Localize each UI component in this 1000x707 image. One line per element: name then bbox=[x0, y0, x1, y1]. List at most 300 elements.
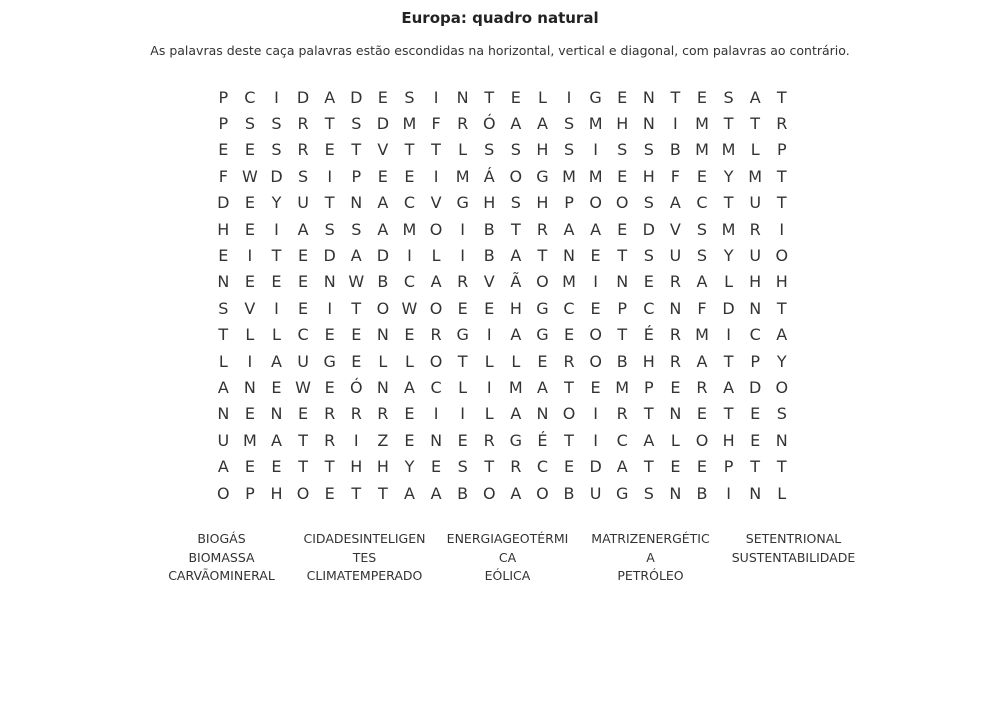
grid-letter[interactable]: I bbox=[247, 351, 253, 371]
grid-letter[interactable]: I bbox=[486, 325, 492, 345]
grid-letter[interactable]: P bbox=[776, 140, 787, 160]
grid-letter[interactable]: A bbox=[324, 87, 336, 107]
grid-letter[interactable]: O bbox=[482, 483, 496, 503]
grid-letter[interactable]: S bbox=[244, 114, 255, 134]
grid-letter[interactable]: L bbox=[511, 351, 521, 371]
grid-letter[interactable]: A bbox=[616, 457, 628, 477]
grid-letter[interactable]: L bbox=[218, 351, 228, 371]
grid-letter[interactable]: O bbox=[562, 404, 576, 424]
grid-letter[interactable]: A bbox=[510, 404, 522, 424]
grid-letter[interactable]: I bbox=[433, 87, 439, 107]
grid-letter[interactable]: M bbox=[402, 219, 417, 239]
grid-letter[interactable]: O bbox=[429, 351, 443, 371]
grid-letter[interactable]: I bbox=[247, 246, 253, 266]
grid-letter[interactable]: P bbox=[750, 351, 760, 371]
grid-letter[interactable]: E bbox=[244, 272, 255, 292]
grid-letter[interactable]: M bbox=[721, 140, 736, 160]
grid-letter[interactable]: S bbox=[643, 246, 654, 266]
grid-letter[interactable]: T bbox=[723, 351, 734, 371]
grid-letter[interactable]: W bbox=[401, 298, 418, 318]
grid-letter[interactable]: A bbox=[776, 325, 788, 345]
grid-letter[interactable]: G bbox=[509, 430, 523, 450]
grid-letter[interactable]: I bbox=[327, 166, 333, 186]
grid-letter[interactable]: T bbox=[564, 430, 574, 450]
grid-letter[interactable]: I bbox=[593, 272, 598, 292]
grid-letter[interactable]: E bbox=[617, 87, 628, 107]
grid-letter[interactable]: C bbox=[616, 430, 628, 450]
grid-letter[interactable]: W bbox=[295, 377, 311, 397]
grid-letter[interactable]: S bbox=[643, 140, 654, 160]
grid-letter[interactable]: S bbox=[696, 246, 708, 266]
grid-letter[interactable]: C bbox=[696, 193, 708, 213]
grid-letter[interactable]: T bbox=[324, 114, 335, 134]
grid-letter[interactable]: E bbox=[563, 325, 575, 345]
grid-letter[interactable]: L bbox=[777, 483, 787, 503]
grid-letter[interactable]: P bbox=[643, 377, 654, 397]
grid-letter[interactable]: S bbox=[723, 87, 734, 107]
grid-letter[interactable]: R bbox=[430, 325, 442, 345]
grid-letter[interactable]: C bbox=[643, 298, 655, 318]
grid-letter[interactable]: A bbox=[696, 272, 708, 292]
grid-letter[interactable]: T bbox=[351, 483, 362, 503]
grid-letter[interactable]: S bbox=[457, 457, 468, 477]
grid-letter[interactable]: M bbox=[402, 114, 417, 134]
grid-letter[interactable]: A bbox=[749, 87, 761, 107]
grid-letter[interactable]: O bbox=[589, 325, 602, 345]
grid-letter[interactable]: N bbox=[217, 272, 230, 292]
grid-letter[interactable]: T bbox=[271, 246, 282, 266]
grid-letter[interactable]: F bbox=[670, 166, 680, 186]
grid-letter[interactable]: N bbox=[323, 272, 336, 292]
grid-letter[interactable]: L bbox=[484, 404, 494, 424]
grid-letter[interactable]: E bbox=[377, 166, 388, 186]
grid-letter[interactable]: O bbox=[589, 351, 602, 371]
grid-letter[interactable]: E bbox=[324, 377, 335, 397]
grid-letter[interactable]: C bbox=[749, 325, 761, 345]
grid-letter[interactable]: P bbox=[218, 114, 229, 134]
grid-letter[interactable]: R bbox=[324, 430, 336, 450]
grid-letter[interactable]: O bbox=[217, 483, 230, 503]
grid-letter[interactable]: H bbox=[350, 457, 363, 477]
grid-letter[interactable]: M bbox=[508, 377, 523, 397]
grid-letter[interactable]: T bbox=[776, 457, 787, 477]
grid-letter[interactable]: E bbox=[750, 430, 761, 450]
grid-letter[interactable]: Y bbox=[404, 457, 415, 477]
grid-letter[interactable]: O bbox=[775, 377, 789, 397]
grid-letter[interactable]: N bbox=[669, 298, 682, 318]
grid-letter[interactable]: A bbox=[669, 193, 681, 213]
grid-letter[interactable]: M bbox=[242, 430, 257, 450]
grid-letter[interactable]: I bbox=[274, 219, 279, 239]
grid-letter[interactable]: I bbox=[353, 430, 359, 450]
grid-letter[interactable]: T bbox=[750, 457, 761, 477]
grid-letter[interactable]: C bbox=[536, 457, 548, 477]
grid-letter[interactable]: Á bbox=[483, 166, 495, 186]
grid-letter[interactable]: E bbox=[430, 457, 442, 477]
grid-letter[interactable]: A bbox=[510, 114, 522, 134]
grid-letter[interactable]: V bbox=[430, 193, 442, 213]
grid-letter[interactable]: A bbox=[590, 219, 602, 239]
grid-letter[interactable]: G bbox=[616, 483, 629, 503]
grid-letter[interactable]: E bbox=[298, 272, 309, 292]
grid-letter[interactable]: R bbox=[776, 114, 788, 134]
grid-letter[interactable]: H bbox=[217, 219, 230, 239]
grid-letter[interactable]: E bbox=[324, 140, 335, 160]
grid-letter[interactable]: I bbox=[486, 377, 492, 397]
grid-letter[interactable]: D bbox=[722, 298, 735, 318]
grid-letter[interactable]: D bbox=[270, 166, 283, 186]
grid-letter[interactable]: U bbox=[589, 483, 602, 503]
grid-letter[interactable]: E bbox=[643, 272, 654, 292]
grid-letter[interactable]: N bbox=[217, 404, 230, 424]
grid-letter[interactable]: E bbox=[324, 325, 335, 345]
grid-letter[interactable]: T bbox=[670, 87, 681, 107]
grid-letter[interactable]: E bbox=[696, 166, 708, 186]
grid-letter[interactable]: G bbox=[589, 87, 602, 107]
grid-letter[interactable]: O bbox=[589, 193, 602, 213]
grid-letter[interactable]: Y bbox=[723, 166, 734, 186]
grid-letter[interactable]: E bbox=[696, 87, 708, 107]
grid-letter[interactable]: E bbox=[377, 87, 388, 107]
grid-letter[interactable]: I bbox=[407, 246, 412, 266]
grid-letter[interactable]: U bbox=[217, 430, 230, 450]
grid-letter[interactable]: S bbox=[617, 140, 628, 160]
grid-letter[interactable]: Ó bbox=[482, 114, 496, 134]
grid-letter[interactable]: E bbox=[271, 457, 282, 477]
grid-letter[interactable]: E bbox=[617, 219, 628, 239]
grid-letter[interactable]: R bbox=[377, 404, 389, 424]
grid-letter[interactable]: R bbox=[297, 140, 309, 160]
grid-letter[interactable]: I bbox=[274, 87, 279, 107]
grid-letter[interactable]: N bbox=[669, 404, 682, 424]
grid-letter[interactable]: Y bbox=[776, 351, 787, 371]
grid-letter[interactable]: T bbox=[723, 193, 734, 213]
grid-letter[interactable]: L bbox=[378, 351, 388, 371]
grid-letter[interactable]: I bbox=[593, 140, 598, 160]
grid-letter[interactable]: E bbox=[271, 272, 282, 292]
grid-letter[interactable]: I bbox=[460, 246, 465, 266]
grid-letter[interactable]: O bbox=[376, 298, 390, 318]
grid-letter[interactable]: E bbox=[244, 193, 255, 213]
grid-letter[interactable]: B bbox=[696, 483, 708, 503]
grid-letter[interactable]: O bbox=[536, 272, 549, 292]
grid-letter[interactable]: V bbox=[377, 140, 389, 160]
grid-letter[interactable]: T bbox=[298, 457, 308, 477]
grid-letter[interactable]: R bbox=[616, 404, 628, 424]
grid-letter[interactable]: N bbox=[243, 377, 256, 397]
grid-letter[interactable]: M bbox=[695, 140, 709, 160]
grid-letter[interactable]: O bbox=[695, 430, 709, 450]
grid-letter[interactable]: E bbox=[244, 140, 255, 160]
grid-letter[interactable]: T bbox=[643, 404, 654, 424]
grid-letter[interactable]: E bbox=[244, 219, 255, 239]
grid-letter[interactable]: V bbox=[669, 219, 681, 239]
grid-letter[interactable]: R bbox=[297, 114, 309, 134]
grid-letter[interactable]: H bbox=[483, 193, 496, 213]
grid-letter[interactable]: R bbox=[749, 219, 761, 239]
grid-letter[interactable]: R bbox=[350, 404, 362, 424]
grid-letter[interactable]: G bbox=[536, 298, 549, 318]
grid-letter[interactable]: N bbox=[270, 404, 283, 424]
grid-letter[interactable]: S bbox=[351, 114, 362, 134]
grid-letter[interactable]: A bbox=[377, 193, 389, 213]
grid-letter[interactable]: N bbox=[536, 404, 549, 424]
grid-letter[interactable]: T bbox=[484, 457, 495, 477]
grid-letter[interactable]: T bbox=[643, 457, 654, 477]
grid-letter[interactable]: L bbox=[404, 351, 414, 371]
grid-letter[interactable]: G bbox=[456, 325, 469, 345]
grid-letter[interactable]: E bbox=[696, 457, 708, 477]
grid-letter[interactable]: A bbox=[217, 457, 229, 477]
grid-letter[interactable]: S bbox=[643, 483, 654, 503]
grid-letter[interactable]: T bbox=[617, 325, 628, 345]
grid-letter[interactable]: E bbox=[404, 404, 415, 424]
grid-letter[interactable]: E bbox=[404, 430, 415, 450]
grid-letter[interactable]: T bbox=[457, 351, 468, 371]
grid-letter[interactable]: H bbox=[722, 430, 735, 450]
grid-letter[interactable]: S bbox=[324, 219, 335, 239]
grid-letter[interactable]: D bbox=[323, 246, 336, 266]
grid-letter[interactable]: E bbox=[484, 298, 495, 318]
grid-letter[interactable]: G bbox=[536, 166, 549, 186]
grid-letter[interactable]: S bbox=[298, 166, 309, 186]
grid-letter[interactable]: A bbox=[536, 114, 548, 134]
grid-letter[interactable]: T bbox=[723, 114, 734, 134]
grid-letter[interactable]: I bbox=[726, 483, 731, 503]
grid-letter[interactable]: V bbox=[244, 298, 256, 318]
grid-letter[interactable]: E bbox=[590, 377, 601, 397]
grid-letter[interactable]: L bbox=[458, 377, 468, 397]
grid-letter[interactable]: T bbox=[404, 140, 415, 160]
grid-letter[interactable]: N bbox=[456, 87, 469, 107]
grid-letter[interactable]: T bbox=[351, 140, 362, 160]
grid-letter[interactable]: O bbox=[775, 246, 789, 266]
grid-letter[interactable]: C bbox=[244, 87, 256, 107]
grid-letter[interactable]: R bbox=[324, 404, 336, 424]
grid-letter[interactable]: L bbox=[537, 87, 547, 107]
grid-letter[interactable]: S bbox=[563, 114, 575, 134]
grid-letter[interactable]: L bbox=[724, 272, 734, 292]
grid-letter[interactable]: A bbox=[563, 219, 575, 239]
grid-letter[interactable]: R bbox=[563, 351, 575, 371]
grid-letter[interactable]: M bbox=[588, 114, 603, 134]
grid-letter[interactable]: S bbox=[351, 219, 362, 239]
grid-letter[interactable]: A bbox=[297, 219, 309, 239]
grid-letter[interactable]: A bbox=[430, 272, 442, 292]
grid-letter[interactable]: D bbox=[376, 114, 390, 134]
grid-letter[interactable]: R bbox=[669, 325, 681, 345]
grid-letter[interactable]: L bbox=[484, 351, 494, 371]
grid-letter[interactable]: H bbox=[536, 140, 549, 160]
grid-letter[interactable]: A bbox=[510, 325, 522, 345]
grid-letter[interactable]: B bbox=[457, 483, 469, 503]
grid-letter[interactable]: E bbox=[298, 404, 309, 424]
grid-letter[interactable]: I bbox=[726, 325, 731, 345]
grid-letter[interactable]: T bbox=[564, 377, 574, 397]
grid-letter[interactable]: E bbox=[298, 246, 309, 266]
grid-letter[interactable]: R bbox=[457, 272, 469, 292]
grid-letter[interactable]: E bbox=[218, 140, 229, 160]
grid-letter[interactable]: D bbox=[589, 457, 602, 477]
grid-letter[interactable]: H bbox=[775, 272, 788, 292]
grid-letter[interactable]: L bbox=[458, 140, 468, 160]
grid-letter[interactable]: P bbox=[351, 166, 362, 186]
grid-letter[interactable]: S bbox=[271, 114, 282, 134]
grid-letter[interactable]: O bbox=[429, 298, 443, 318]
grid-letter[interactable]: N bbox=[749, 298, 762, 318]
grid-letter[interactable]: H bbox=[536, 193, 549, 213]
grid-letter[interactable]: R bbox=[669, 351, 681, 371]
grid-letter[interactable]: S bbox=[696, 219, 708, 239]
grid-letter[interactable]: Y bbox=[271, 193, 282, 213]
grid-letter[interactable]: A bbox=[723, 377, 735, 397]
grid-letter[interactable]: I bbox=[327, 298, 333, 318]
grid-letter[interactable]: O bbox=[509, 166, 523, 186]
grid-letter[interactable]: M bbox=[721, 219, 736, 239]
grid-letter[interactable]: S bbox=[484, 140, 495, 160]
grid-letter[interactable]: U bbox=[297, 351, 309, 371]
grid-letter[interactable]: A bbox=[643, 430, 655, 450]
grid-letter[interactable]: E bbox=[244, 457, 255, 477]
grid-letter[interactable]: M bbox=[562, 272, 576, 292]
grid-letter[interactable]: I bbox=[433, 166, 439, 186]
grid-letter[interactable]: I bbox=[460, 219, 465, 239]
grid-letter[interactable]: A bbox=[510, 246, 522, 266]
grid-letter[interactable]: E bbox=[670, 377, 681, 397]
grid-letter[interactable]: T bbox=[431, 140, 441, 160]
grid-letter[interactable]: T bbox=[218, 325, 229, 345]
grid-letter[interactable]: P bbox=[218, 87, 229, 107]
grid-letter[interactable]: L bbox=[431, 246, 441, 266]
grid-letter[interactable]: E bbox=[670, 457, 681, 477]
grid-letter[interactable]: N bbox=[642, 114, 655, 134]
grid-letter[interactable]: T bbox=[776, 166, 787, 186]
grid-letter[interactable]: F bbox=[697, 298, 707, 318]
grid-letter[interactable]: T bbox=[510, 219, 521, 239]
grid-letter[interactable]: N bbox=[563, 246, 575, 266]
grid-letter[interactable]: T bbox=[723, 404, 734, 424]
grid-letter[interactable]: Y bbox=[723, 246, 734, 266]
grid-letter[interactable]: P bbox=[617, 298, 628, 318]
grid-letter[interactable]: O bbox=[615, 193, 629, 213]
grid-letter[interactable]: E bbox=[404, 166, 415, 186]
grid-letter[interactable]: B bbox=[377, 272, 389, 292]
grid-letter[interactable]: D bbox=[376, 246, 390, 266]
grid-letter[interactable]: E bbox=[590, 298, 601, 318]
grid-letter[interactable]: C bbox=[403, 193, 416, 213]
grid-letter[interactable]: T bbox=[377, 483, 388, 503]
grid-letter[interactable]: R bbox=[457, 114, 469, 134]
grid-letter[interactable]: H bbox=[616, 114, 629, 134]
grid-letter[interactable]: D bbox=[642, 219, 655, 239]
grid-letter[interactable]: B bbox=[616, 351, 628, 371]
grid-letter[interactable]: D bbox=[350, 87, 363, 107]
grid-letter[interactable]: T bbox=[750, 114, 761, 134]
grid-letter[interactable]: E bbox=[457, 430, 468, 450]
grid-letter[interactable]: I bbox=[274, 298, 279, 318]
grid-letter[interactable]: P bbox=[564, 193, 574, 213]
grid-letter[interactable]: S bbox=[643, 193, 654, 213]
grid-letter[interactable]: I bbox=[433, 404, 439, 424]
grid-letter[interactable]: U bbox=[749, 193, 762, 213]
grid-letter[interactable]: S bbox=[563, 140, 575, 160]
grid-letter[interactable]: P bbox=[245, 483, 255, 503]
grid-letter[interactable]: D bbox=[296, 87, 310, 107]
grid-letter[interactable]: C bbox=[297, 325, 309, 345]
grid-letter[interactable]: H bbox=[642, 166, 655, 186]
grid-letter[interactable]: T bbox=[351, 298, 362, 318]
grid-letter[interactable]: R bbox=[669, 272, 681, 292]
grid-letter[interactable]: H bbox=[509, 298, 522, 318]
grid-letter[interactable]: L bbox=[272, 325, 281, 345]
grid-letter[interactable]: A bbox=[377, 219, 389, 239]
grid-letter[interactable]: Ã bbox=[510, 272, 522, 292]
grid-letter[interactable]: N bbox=[350, 193, 363, 213]
grid-letter[interactable]: L bbox=[670, 430, 680, 450]
grid-letter[interactable]: A bbox=[536, 377, 548, 397]
grid-letter[interactable]: E bbox=[404, 325, 415, 345]
grid-letter[interactable]: C bbox=[563, 298, 575, 318]
grid-letter[interactable]: M bbox=[588, 166, 603, 186]
grid-letter[interactable]: A bbox=[403, 377, 415, 397]
grid-letter[interactable]: S bbox=[510, 193, 521, 213]
grid-letter[interactable]: N bbox=[376, 377, 389, 397]
grid-letter[interactable]: O bbox=[429, 219, 443, 239]
grid-letter[interactable]: A bbox=[350, 246, 362, 266]
grid-letter[interactable]: P bbox=[723, 457, 734, 477]
grid-letter[interactable]: W bbox=[348, 272, 365, 292]
grid-letter[interactable]: E bbox=[457, 298, 468, 318]
grid-letter[interactable]: M bbox=[695, 114, 709, 134]
grid-letter[interactable]: T bbox=[617, 246, 628, 266]
grid-letter[interactable]: I bbox=[779, 219, 785, 239]
grid-letter[interactable]: E bbox=[271, 377, 282, 397]
grid-letter[interactable]: M bbox=[615, 377, 630, 397]
grid-letter[interactable]: R bbox=[536, 219, 548, 239]
grid-letter[interactable]: E bbox=[563, 457, 575, 477]
grid-letter[interactable]: I bbox=[673, 114, 678, 134]
grid-letter[interactable]: U bbox=[669, 246, 682, 266]
grid-letter[interactable]: A bbox=[696, 351, 708, 371]
grid-letter[interactable]: W bbox=[241, 166, 258, 186]
grid-letter[interactable]: H bbox=[749, 272, 762, 292]
grid-letter[interactable]: G bbox=[323, 351, 336, 371]
grid-letter[interactable]: M bbox=[695, 325, 709, 345]
grid-letter[interactable]: N bbox=[616, 272, 629, 292]
grid-letter[interactable]: S bbox=[510, 140, 521, 160]
grid-letter[interactable]: T bbox=[324, 193, 335, 213]
grid-letter[interactable]: S bbox=[776, 404, 787, 424]
grid-letter[interactable]: H bbox=[376, 457, 389, 477]
grid-letter[interactable]: A bbox=[510, 483, 522, 503]
grid-letter[interactable]: E bbox=[510, 87, 521, 107]
grid-letter[interactable]: I bbox=[566, 87, 572, 107]
grid-letter[interactable]: D bbox=[217, 193, 230, 213]
grid-letter[interactable]: E bbox=[244, 404, 255, 424]
grid-letter[interactable]: E bbox=[696, 404, 708, 424]
grid-letter[interactable]: G bbox=[536, 325, 549, 345]
grid-letter[interactable]: S bbox=[218, 298, 229, 318]
grid-letter[interactable]: F bbox=[431, 114, 441, 134]
grid-letter[interactable]: I bbox=[593, 404, 598, 424]
grid-letter[interactable]: U bbox=[749, 246, 762, 266]
grid-letter[interactable]: A bbox=[271, 351, 282, 371]
grid-letter[interactable]: N bbox=[775, 430, 788, 450]
grid-letter[interactable]: B bbox=[483, 219, 495, 239]
grid-letter[interactable]: E bbox=[351, 351, 362, 371]
grid-letter[interactable]: L bbox=[750, 140, 760, 160]
grid-letter[interactable]: Z bbox=[377, 430, 389, 450]
